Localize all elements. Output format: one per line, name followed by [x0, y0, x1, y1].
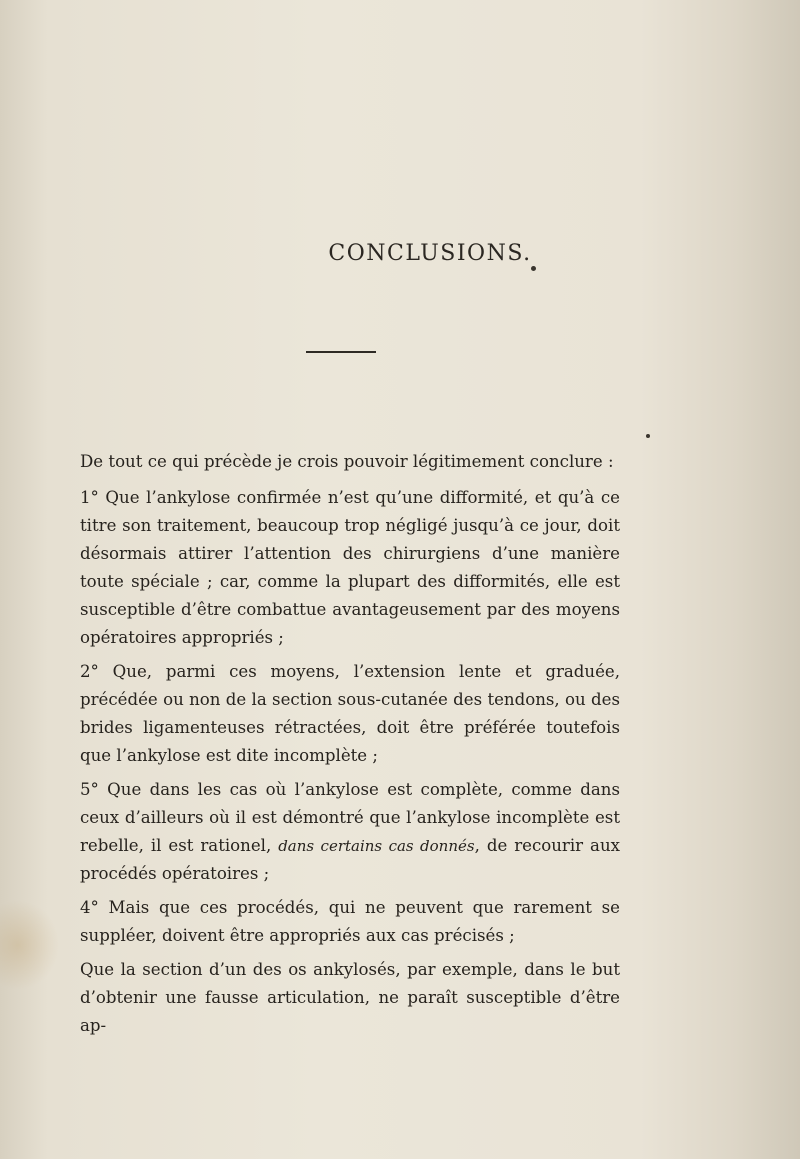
conclusion-item-3	[80, 776, 620, 888]
conclusions-text	[80, 448, 620, 1046]
conclusion-item-3-end: , de recourir aux procédés opératoires ;	[80, 836, 620, 883]
page-title: CONCLUSIONS.	[328, 240, 532, 266]
ink-dot	[646, 434, 650, 438]
conclusion-item-4: 4° Mais que ces procédés, qui ne peuvent que rarement se suppléer, doivent être appropriés aux cas précisés ;	[80, 898, 620, 945]
conclusion-item-2: 2° Que, parmi ces moyens, l’extension lente et graduée, précédée ou non de la section sous-cutanée des tendons, ou des brides ligamenteuses rétractées, doit être préférée toutefois que l’ankylose est dite incomplète ;	[80, 662, 620, 765]
italic-phrase: dans certains cas donnés	[278, 837, 475, 855]
intro-paragraph: De tout ce qui précède je crois pouvoir légitimement conclure :	[80, 452, 614, 471]
title-rule	[306, 351, 376, 353]
conclusion-item-3-start: 5° Que dans les cas où l’ankylose est complète, comme dans ceux d’ailleurs où il est démontré que l’ankylose incomplète est rebelle, il est rationel,	[80, 780, 620, 855]
conclusion-item-1: 1° Que l’ankylose confirmée n’est qu’une difformité, et qu’à ce titre son traitement, beaucoup trop négligé jusqu’à ce jour, doit désormais attirer l’attention des chirurgiens d’une manière toute spéciale ; car, comme la plupart des difformités, elle est susceptible d’être combattue avantageusement par des moyens opératoires appropriés ;	[80, 488, 620, 647]
conclusion-item-5: Que la section d’un des os ankylosés, par exemple, dans le but d’obtenir une fausse articulation, ne paraît susceptible d’être ap-	[80, 960, 620, 1035]
paper-stain	[0, 900, 60, 990]
ink-dot	[531, 266, 536, 271]
